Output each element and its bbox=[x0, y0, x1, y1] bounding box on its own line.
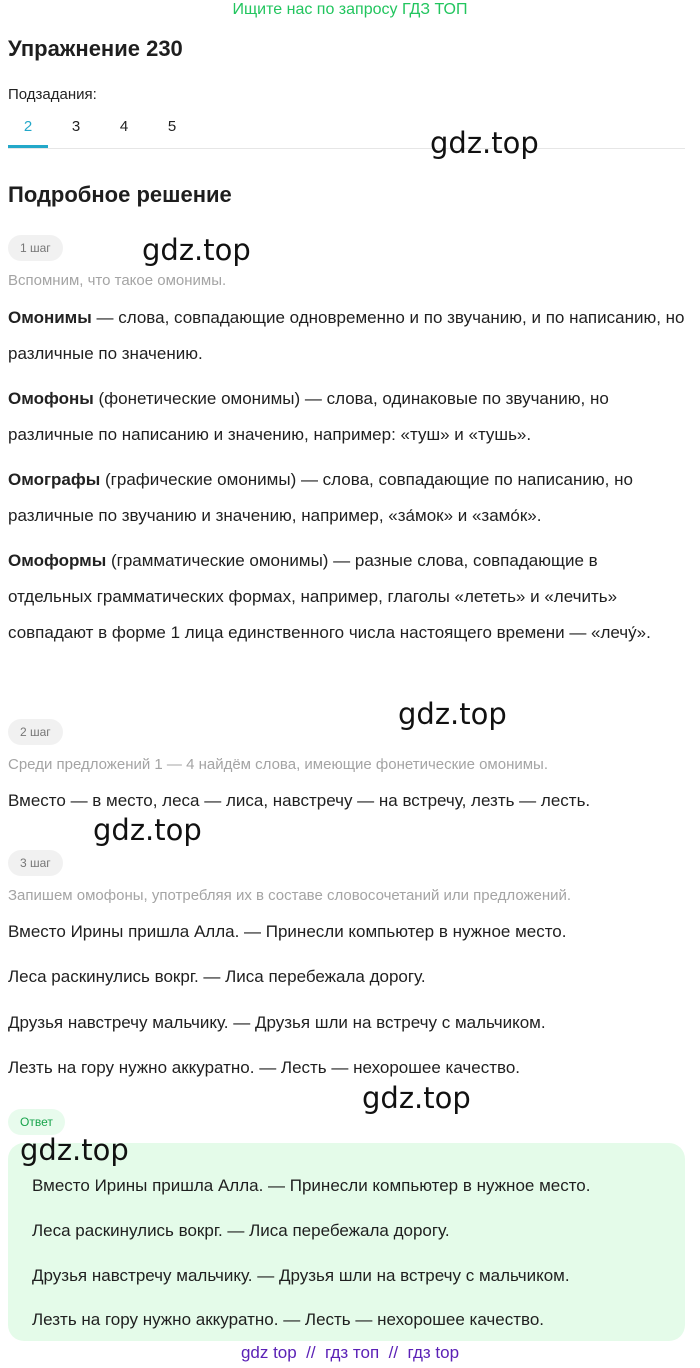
page-title: Упражнение 230 bbox=[8, 36, 183, 61]
watermark: gdz.top bbox=[20, 1133, 129, 1167]
subtask-tabs bbox=[8, 110, 685, 149]
definition-text: (фонетические омонимы) — слова, одинаковые по звучанию, но различные по написанию и значению, например: «туш» и «тушь». bbox=[8, 389, 609, 444]
step-badge: 1 шаг bbox=[8, 235, 63, 261]
solution-heading: Подробное решение bbox=[8, 182, 232, 207]
answer-line: Вместо Ирины пришла Алла. — Принесли компьютер в нужное место. bbox=[32, 1176, 591, 1195]
definition-paragraph bbox=[8, 300, 685, 372]
definition-term: Омографы bbox=[8, 470, 101, 489]
step-badge: 2 шаг bbox=[8, 719, 63, 745]
example-line: Друзья навстречу мальчику. — Друзья шли на встречу с мальчиком. bbox=[8, 1013, 546, 1032]
active-tab-indicator bbox=[8, 145, 48, 148]
definition-paragraph bbox=[8, 462, 685, 534]
watermark: gdz.top bbox=[362, 1081, 471, 1115]
answer-line: Леса раскинулись вокрг. — Лиса перебежала дорогу. bbox=[32, 1221, 450, 1240]
answer-line: Лезть на гору нужно аккуратно. — Лесть — нехорошее качество. bbox=[32, 1310, 545, 1329]
watermark: gdz.top bbox=[93, 813, 202, 847]
top-banner: Ищите нас по запросу ГДЗ ТОП bbox=[232, 1, 468, 18]
step-badge: 3 шаг bbox=[8, 850, 63, 876]
definition-term: Омонимы bbox=[8, 308, 92, 327]
watermark: gdz.top bbox=[430, 126, 539, 160]
tab-2[interactable]: 2 bbox=[23, 118, 33, 135]
tab-4[interactable]: 4 bbox=[119, 118, 129, 135]
definition-text: (графические омонимы) — слова, совпадающие по написанию, но различные по звучанию и значению, например, «за́мок» и «замо́к». bbox=[8, 470, 633, 525]
step-hint: Запишем омофоны, употребляя их в составе словосочетаний или предложений. bbox=[8, 887, 572, 904]
example-line: Леса раскинулись вокрг. — Лиса перебежала дорогу. bbox=[8, 967, 426, 986]
step-text: Вместо — в место, леса — лиса, навстречу — на встречу, лезть — лесть. bbox=[8, 791, 591, 810]
example-line: Лезть на гору нужно аккуратно. — Лесть — нехорошее качество. bbox=[8, 1058, 521, 1077]
tab-3[interactable]: 3 bbox=[71, 118, 81, 135]
step-hint: Вспомним, что такое омонимы. bbox=[8, 272, 227, 289]
subtasks-label: Подзадания: bbox=[8, 86, 97, 103]
footer-watermark: gdz top // гдз топ // гдз top bbox=[240, 1343, 460, 1362]
definition-text: (грамматические омонимы) — разные слова, совпадающие в отдельных грамматических формах, например, глаголы «лететь» и «лечить» совпадают в форме 1 лица единственного числа настоящего времени — «лечу́». bbox=[8, 551, 651, 642]
tab-5[interactable]: 5 bbox=[167, 118, 177, 135]
definition-term: Омофоны bbox=[8, 389, 94, 408]
watermark: gdz.top bbox=[398, 697, 507, 731]
answer-line: Друзья навстречу мальчику. — Друзья шли на встречу с мальчиком. bbox=[32, 1266, 570, 1285]
definition-paragraph bbox=[8, 543, 685, 651]
watermark: gdz.top bbox=[142, 233, 251, 267]
definition-text: — слова, совпадающие одновременно и по звучанию, и по написанию, но различные по значению. bbox=[8, 308, 685, 363]
answer-badge: Ответ bbox=[8, 1109, 65, 1135]
step-hint: Среди предложений 1 — 4 найдём слова, имеющие фонетические омонимы. bbox=[8, 756, 549, 773]
definition-paragraph bbox=[8, 381, 685, 453]
definition-term: Омоформы bbox=[8, 551, 107, 570]
example-line: Вместо Ирины пришла Алла. — Принесли компьютер в нужное место. bbox=[8, 922, 567, 941]
